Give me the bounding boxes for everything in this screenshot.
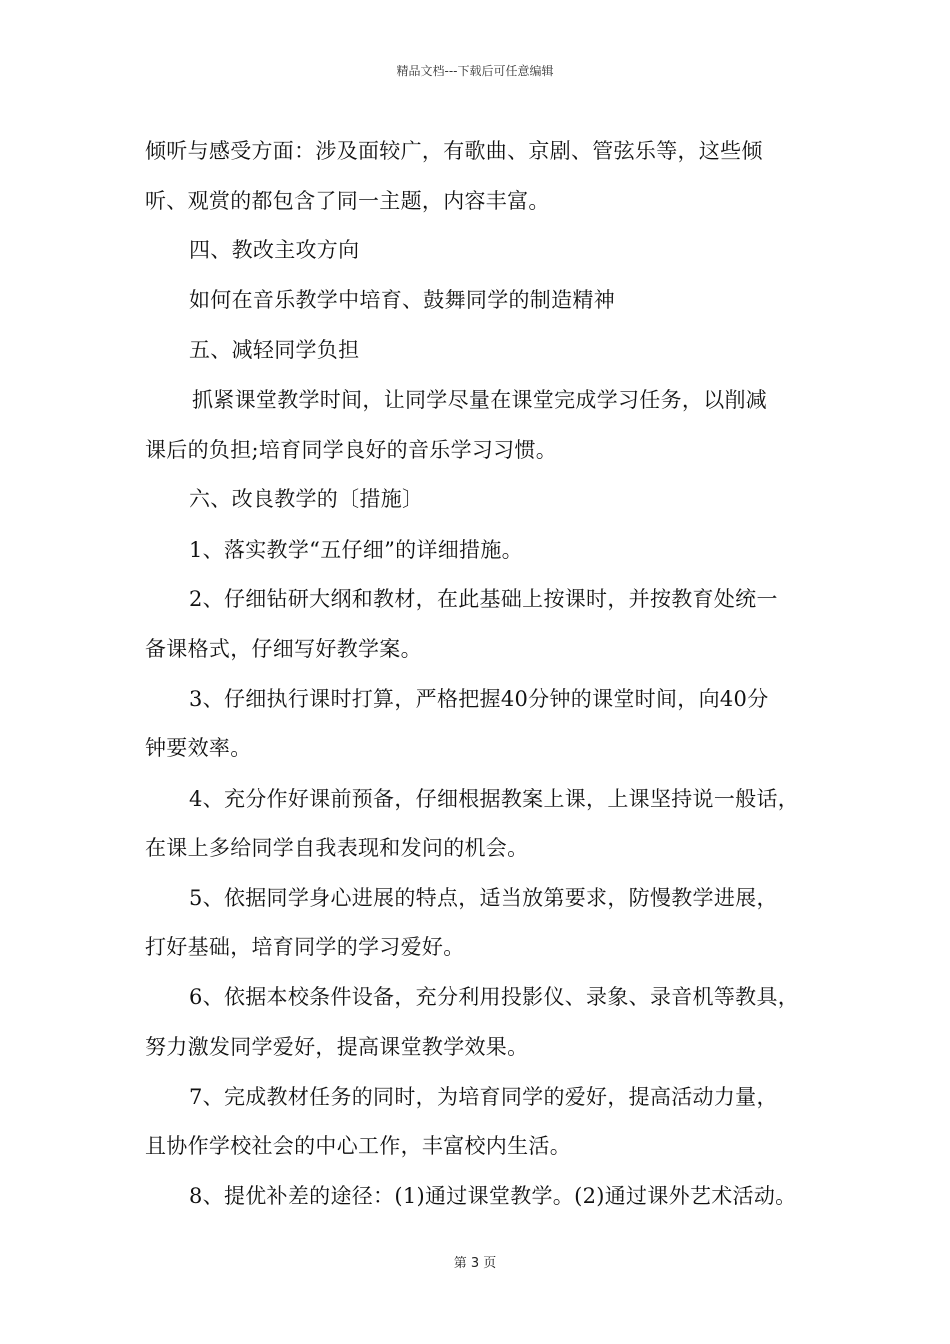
body-line: 听、观赏的都包含了同一主题，内容丰富。: [145, 189, 550, 213]
body-line: 倾听与感受方面：涉及面较广，有歌曲、京剧、管弦乐等，这些倾: [145, 139, 763, 163]
body-line: 在课上多给同学自我表现和发问的机会。: [145, 836, 529, 860]
list-item: 1、落实教学“五仔细”的详细措施。: [189, 538, 523, 562]
list-item: 6、依据本校条件设备，充分利用投影仪、录象、录音机等教具，: [189, 985, 800, 1009]
section-heading: 五、减轻同学负担: [189, 338, 360, 362]
page-number: 第 3 页: [453, 1256, 497, 1271]
body-line: 抓紧课堂教学时间，让同学尽量在课堂完成学习任务，以削减: [192, 388, 768, 412]
body-line: 备课格式，仔细写好教学案。: [145, 637, 422, 661]
list-item: 4、充分作好课前预备，仔细根据教案上课，上课坚持说一般话，: [189, 787, 800, 811]
body-line: 打好基础，培育同学的学习爱好。: [145, 935, 465, 959]
body-line: 钟要效率。: [145, 736, 252, 760]
list-item: 8、提优补差的途径：(1)通过课堂教学。(2)通过课外艺术活动。: [189, 1184, 797, 1208]
list-item: 5、依据同学身心进展的特点，适当放第要求，防慢教学进展，: [189, 886, 778, 910]
section-heading: 四、教改主攻方向: [189, 238, 360, 262]
body-line: 且协作学校社会的中心工作，丰富校内生活。: [145, 1134, 571, 1158]
body-line: 努力激发同学爱好，提高课堂教学效果。: [145, 1035, 529, 1059]
body-line: 课后的负担;培育同学良好的音乐学习习惯。: [145, 438, 558, 462]
list-item: 2、仔细钻研大纲和教材，在此基础上按课时，并按教育处统一: [189, 587, 778, 611]
page-header: 精品文档---下载后可任意编辑: [396, 64, 554, 78]
list-item: 7、完成教材任务的同时，为培育同学的爱好，提高活动力量，: [189, 1085, 778, 1109]
section-heading: 六、改良教学的〔措施〕: [189, 487, 424, 511]
list-item: 3、仔细执行课时打算，严格把握40分钟的课堂时间，向40分: [189, 687, 769, 711]
body-line: 如何在音乐教学中培育、鼓舞同学的制造精神: [189, 288, 615, 312]
